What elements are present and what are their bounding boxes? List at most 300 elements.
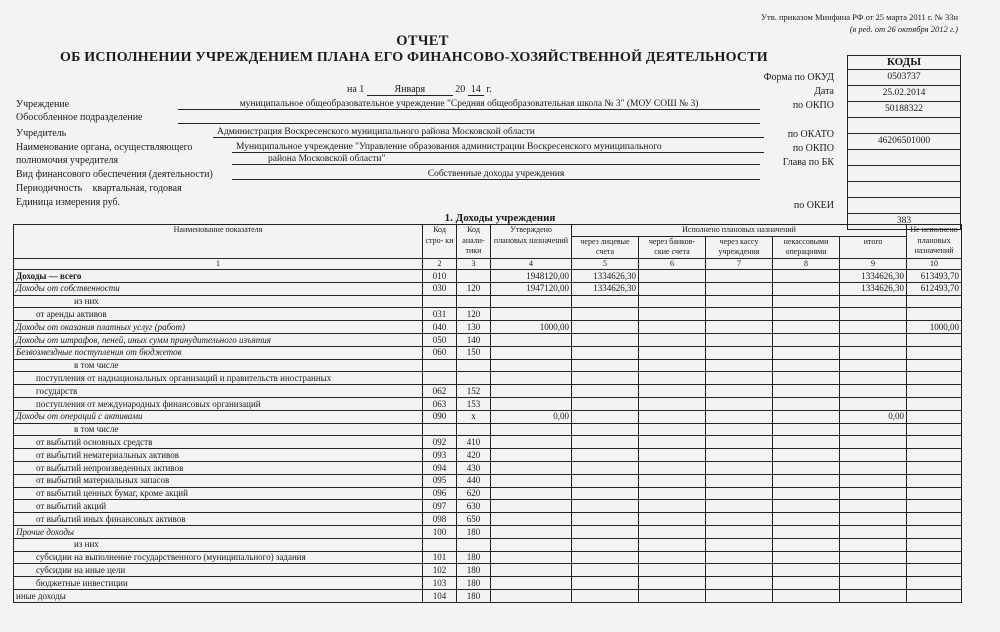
cell-approved [491,359,572,372]
cell-total [840,333,907,346]
cell-noncash [773,346,840,359]
cell-personal [572,359,639,372]
cell-cash [706,474,773,487]
cell-cash [706,423,773,436]
cell-code: 095 [423,474,457,487]
col-num: 5 [572,258,639,270]
cell-code: 060 [423,346,457,359]
table-row [14,461,962,474]
cell-not-exec [907,359,962,372]
col-num: 2 [423,258,457,270]
cell-bank [639,449,706,462]
cell-bank [639,282,706,295]
approval-line-1: Утв. приказом Минфина РФ от 25 марта 2011 г. № 33н [760,12,958,22]
cell-personal [572,308,639,321]
col-num: 9 [840,258,907,270]
cell-code: 101 [423,551,457,564]
cell-personal: 1334626,30 [572,270,639,283]
cell-total [840,372,907,385]
cell-cash [706,564,773,577]
codes-header: КОДЫ [847,55,961,69]
table-row [14,410,962,423]
cell-analytic [457,423,491,436]
cell-bank [639,346,706,359]
cell-personal [572,474,639,487]
cell-name: Доходы от оказания платных услуг (работ) [14,321,423,334]
cell-noncash [773,577,840,590]
okpo2-label: по ОКПО [792,143,834,154]
date-line [347,84,492,96]
cell-code: 104 [423,589,457,602]
cell-name: от выбытий основных средств [14,436,423,449]
cell-bank [639,461,706,474]
cell-approved [491,295,572,308]
period-value: квартальная, годовая [92,183,182,194]
cell-noncash [773,270,840,283]
cell-noncash [773,385,840,398]
authority-label-2: полномочия учредителя [16,155,119,166]
cell-code: 010 [423,270,457,283]
cell-code: 092 [423,436,457,449]
authority-label-1: Наименование органа, осуществляющего [16,142,193,153]
th-total: итого [840,236,907,258]
cell-cash [706,333,773,346]
cell-noncash [773,589,840,602]
date-code-label: Дата [814,86,834,97]
cell-name: Доходы от собственности [14,282,423,295]
funding-value: Собственные доходы учреждения [232,169,760,180]
cell-name: субсидии на иные цели [14,564,423,577]
cell-cash [706,321,773,334]
cell-analytic: 152 [457,385,491,398]
cell-total [840,308,907,321]
cell-not-exec [907,538,962,551]
cell-name: от выбытий нематериальных активов [14,449,423,462]
cell-approved [491,564,572,577]
cell-analytic: 180 [457,589,491,602]
cell-personal [572,449,639,462]
table-row [14,359,962,372]
table-row [14,525,962,538]
cell-cash [706,346,773,359]
cell-name: Доходы от операций с активами [14,410,423,423]
cell-code [423,359,457,372]
cell-bank [639,372,706,385]
report-title: ОТЧЕТ [396,33,449,49]
cell-not-exec [907,500,962,513]
table-row [14,346,962,359]
cell-noncash [773,321,840,334]
cell-code: 102 [423,564,457,577]
table-row [14,397,962,410]
report-subtitle: ОБ ИСПОЛНЕНИИ УЧРЕЖДЕНИЕМ ПЛАНА ЕГО ФИНАНСОВО-ХОЗЯЙСТВЕННОЙ ДЕЯТЕЛЬНОСТИ [60,50,768,65]
cell-code: 050 [423,333,457,346]
cell-approved: 1947120,00 [491,282,572,295]
cell-bank [639,385,706,398]
cell-not-exec [907,525,962,538]
cell-personal [572,385,639,398]
okud-label: Форма по ОКУД [763,72,834,83]
th-executed-group: Исполнено плановых назначений [572,225,907,237]
cell-noncash [773,564,840,577]
cell-cash [706,525,773,538]
institution-label: Учреждение [16,99,70,110]
cell-total [840,461,907,474]
col-num: 8 [773,258,840,270]
date-year-prefix: 20 [455,84,466,95]
cell-approved [491,461,572,474]
cell-approved: 0,00 [491,410,572,423]
institution-value: муниципальное общеобразовательное учреждение "Средняя общеобразовательная школа № 3" (МОУ СОШ № 3) [178,99,760,110]
cell-not-exec [907,346,962,359]
cell-cash [706,295,773,308]
cell-analytic: 440 [457,474,491,487]
cell-personal [572,564,639,577]
cell-code: 062 [423,385,457,398]
cell-bank [639,321,706,334]
cell-code [423,372,457,385]
cell-noncash [773,449,840,462]
cell-approved [491,500,572,513]
cell-name: из них [14,295,423,308]
cell-total [840,295,907,308]
cell-personal [572,525,639,538]
table-row [14,282,962,295]
cell-name: Доходы — всего [14,270,423,283]
authority-value-1: Муниципальное учреждение "Управление образования администрации Воскресенского муниципального [232,142,764,153]
cell-bank [639,513,706,526]
cell-code [423,295,457,308]
cell-bank [639,525,706,538]
date-prefix: на 1 [347,84,365,95]
cell-approved: 1000,00 [491,321,572,334]
cell-noncash [773,513,840,526]
cell-total [840,487,907,500]
cell-cash [706,449,773,462]
th-not-executed: Не исполнено плановых назначений [907,225,962,259]
cell-personal [572,577,639,590]
cell-noncash [773,423,840,436]
cell-not-exec [907,577,962,590]
cell-name: бюджетные инвестиции [14,577,423,590]
cell-not-exec [907,564,962,577]
cell-bank [639,333,706,346]
cell-bank [639,577,706,590]
cell-name: государств [14,385,423,398]
cell-cash [706,461,773,474]
unit-label: Единица измерения руб. [16,197,121,208]
cell-total [840,385,907,398]
cell-cash [706,436,773,449]
cell-analytic: 120 [457,308,491,321]
cell-not-exec [907,397,962,410]
cell-analytic [457,359,491,372]
cell-noncash [773,282,840,295]
table-row [14,487,962,500]
cell-cash [706,359,773,372]
cell-name: Прочие доходы [14,525,423,538]
col-num: 4 [491,258,572,270]
th-personal-accounts: через лицевые счета [572,236,639,258]
cell-cash [706,500,773,513]
cell-total: 1334626,30 [840,270,907,283]
date-code: 25.02.2014 [847,86,961,102]
cell-not-exec [907,385,962,398]
cell-analytic: 150 [457,346,491,359]
period-label-text: Периодичность [16,183,83,194]
cell-total [840,423,907,436]
cell-name: от выбытий иных финансовых активов [14,513,423,526]
cell-not-exec: 612493,70 [907,282,962,295]
cell-approved [491,577,572,590]
cell-code: 103 [423,577,457,590]
cell-cash [706,308,773,321]
cell-not-exec: 613493,70 [907,270,962,283]
cell-analytic: 180 [457,577,491,590]
cell-noncash [773,308,840,321]
cell-analytic: 120 [457,282,491,295]
cell-analytic: 180 [457,525,491,538]
cell-bank [639,308,706,321]
cell-noncash [773,397,840,410]
cell-bank [639,423,706,436]
bk-code [847,166,961,182]
cell-bank [639,270,706,283]
cell-not-exec [907,410,962,423]
table-row [14,423,962,436]
cell-personal: 1334626,30 [572,282,639,295]
cell-approved [491,385,572,398]
cell-analytic [457,270,491,283]
cell-personal [572,333,639,346]
cell-approved [491,449,572,462]
cell-analytic: 140 [457,333,491,346]
th-approved: Утверждено плановых назначений [491,225,572,259]
cell-code: 040 [423,321,457,334]
okato-label: по ОКАТО [787,129,834,140]
cell-approved: 1948120,00 [491,270,572,283]
column-number-row [14,258,962,270]
cell-approved [491,372,572,385]
cell-personal [572,372,639,385]
cell-personal [572,538,639,551]
cell-not-exec [907,295,962,308]
cell-not-exec [907,589,962,602]
cell-analytic: 630 [457,500,491,513]
okpo2-code [847,150,961,166]
cell-name: иные доходы [14,589,423,602]
cell-analytic: 430 [457,461,491,474]
authority-value-2: района Московской области" [232,154,760,165]
cell-bank [639,474,706,487]
cell-code: 031 [423,308,457,321]
table-row [14,372,962,385]
table-row [14,308,962,321]
cell-bank [639,436,706,449]
cell-personal [572,551,639,564]
cell-approved [491,513,572,526]
cell-approved [491,589,572,602]
cell-noncash [773,295,840,308]
cell-noncash [773,551,840,564]
cell-personal [572,461,639,474]
th-bank-accounts: через банков- ские счета [639,236,706,258]
cell-not-exec [907,461,962,474]
cell-cash [706,513,773,526]
cell-name: от выбытий акций [14,500,423,513]
cell-code [423,423,457,436]
okei-code: 383 [847,214,961,230]
cell-approved [491,436,572,449]
cell-analytic: 650 [457,513,491,526]
cell-bank [639,295,706,308]
table-row [14,436,962,449]
col-num: 6 [639,258,706,270]
date-year: 14 [468,84,484,96]
table-row [14,321,962,334]
cell-bank [639,551,706,564]
col-num: 3 [457,258,491,270]
cell-code: 090 [423,410,457,423]
empty-code-2 [847,182,961,198]
cell-bank [639,538,706,551]
cell-total [840,538,907,551]
okpo-label: по ОКПО [792,100,834,111]
cell-code: 100 [423,525,457,538]
cell-approved [491,333,572,346]
cell-bank [639,500,706,513]
cell-code: 030 [423,282,457,295]
cell-noncash [773,487,840,500]
cell-analytic: 420 [457,449,491,462]
cell-cash [706,410,773,423]
funding-label: Вид финансового обеспечения (деятельности) [16,169,213,180]
table-row [14,295,962,308]
cell-approved [491,487,572,500]
cell-noncash [773,436,840,449]
cell-name: поступления от наднациональных организаций и правительств иностранных [14,372,423,385]
approval-line-2: (в ред. от 26 октября 2012 г.) [849,24,958,34]
cell-personal [572,500,639,513]
table-row [14,513,962,526]
col-num: 1 [14,258,423,270]
cell-name: от аренды активов [14,308,423,321]
cell-cash [706,282,773,295]
cell-analytic: x [457,410,491,423]
cell-noncash [773,372,840,385]
cell-code [423,538,457,551]
table-row [14,577,962,590]
cell-code: 097 [423,500,457,513]
cell-approved [491,538,572,551]
cell-not-exec [907,308,962,321]
cell-bank [639,487,706,500]
cell-total [840,564,907,577]
cell-analytic: 620 [457,487,491,500]
col-num: 7 [706,258,773,270]
cell-total [840,449,907,462]
th-name: Наименование показателя [14,225,423,259]
okei-label: по ОКЕИ [793,200,834,211]
cell-not-exec [907,449,962,462]
cell-name: Безвозмездные поступления от бюджетов [14,346,423,359]
cell-analytic: 180 [457,551,491,564]
cell-approved [491,346,572,359]
income-table [13,224,962,603]
cell-noncash [773,359,840,372]
founder-value: Администрация Воскресенского муниципального района Московской области [213,127,764,138]
cell-not-exec [907,513,962,526]
cell-approved [491,525,572,538]
cell-cash [706,385,773,398]
cell-not-exec [907,474,962,487]
cell-total [840,436,907,449]
cell-not-exec [907,436,962,449]
date-month: Января [367,84,453,96]
cell-name: субсидии на выполнение государственного (муниципального) задания [14,551,423,564]
th-cash: через кассу учреждения [706,236,773,258]
cell-noncash [773,474,840,487]
table-row [14,538,962,551]
okato-code: 46206501000 [847,134,961,150]
cell-cash [706,397,773,410]
cell-not-exec [907,551,962,564]
cell-total [840,321,907,334]
cell-personal [572,410,639,423]
cell-bank [639,589,706,602]
th-noncash: некассовыми операциями [773,236,840,258]
cell-noncash [773,500,840,513]
cell-cash [706,577,773,590]
cell-not-exec [907,333,962,346]
cell-approved [491,551,572,564]
cell-analytic [457,538,491,551]
cell-code: 093 [423,449,457,462]
cell-personal [572,487,639,500]
cell-cash [706,270,773,283]
cell-analytic: 180 [457,564,491,577]
table-row [14,474,962,487]
table-row [14,270,962,283]
cell-personal [572,589,639,602]
table-row [14,385,962,398]
cell-cash [706,372,773,385]
cell-not-exec [907,372,962,385]
col-num: 10 [907,258,962,270]
cell-code: 094 [423,461,457,474]
approval-note [761,12,958,22]
cell-bank [639,359,706,372]
cell-analytic [457,372,491,385]
cell-approved [491,308,572,321]
cell-analytic: 410 [457,436,491,449]
cell-not-exec [907,487,962,500]
okud-code: 0503737 [847,69,961,86]
cell-personal [572,513,639,526]
cell-noncash [773,333,840,346]
cell-total [840,551,907,564]
codes-block [847,55,961,230]
date-suffix: г. [486,84,492,95]
cell-cash [706,538,773,551]
cell-cash [706,551,773,564]
cell-total [840,577,907,590]
cell-total [840,589,907,602]
cell-noncash [773,525,840,538]
empty-code-1 [847,118,961,134]
cell-bank [639,564,706,577]
cell-name: поступления от международных финансовых организаций [14,397,423,410]
